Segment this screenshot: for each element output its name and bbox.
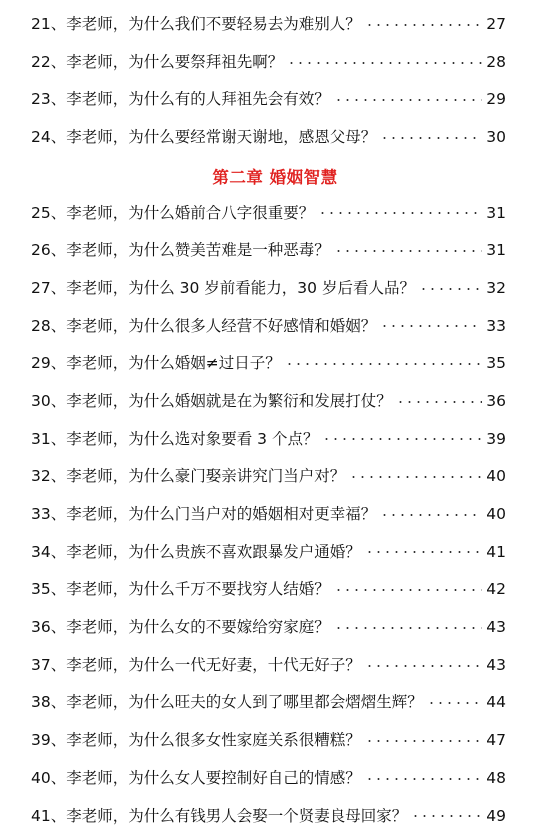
- toc-entry-page-number: 49: [486, 806, 506, 825]
- toc-entry-title: 38、李老师，为什么旺夫的女人到了哪里都会熠熠生辉？: [31, 693, 423, 712]
- toc-entry-page-number: 33: [486, 316, 506, 335]
- dot-leader: [380, 320, 482, 332]
- toc-entry: [0, 421, 550, 459]
- dot-leader: [287, 57, 482, 69]
- toc-entry-page-number: 28: [486, 52, 506, 71]
- toc-entry-title: 24、李老师，为什么要经常谢天谢地，感恩父母？: [31, 128, 377, 147]
- toc-entry: [0, 81, 550, 119]
- toc-entry-title: 28、李老师，为什么很多人经营不好感情和婚姻？: [31, 316, 377, 335]
- toc-entry-title: 23、李老师，为什么有的人拜祖先会有效？: [31, 90, 330, 109]
- dot-leader: [365, 19, 483, 31]
- toc-entry-page-number: 29: [486, 90, 506, 109]
- toc-entry-title: 30、李老师，为什么婚姻就是在为繁衍和发展打仗？: [31, 391, 392, 410]
- toc-entry-title: 27、李老师，为什么 30 岁前看能力，30 岁后看人品？: [31, 278, 415, 297]
- toc-entry-page-number: 39: [486, 429, 506, 448]
- toc-entry: [0, 194, 550, 232]
- table-of-contents: [0, 6, 550, 835]
- toc-entry: [0, 119, 550, 157]
- chapter-heading: 第二章 婚姻智慧: [212, 167, 338, 187]
- toc-entry: [0, 760, 550, 798]
- toc-entry-title: 35、李老师，为什么千万不要找穷人结婚？: [31, 580, 330, 599]
- dot-leader: [380, 509, 482, 521]
- toc-entry-page-number: 47: [486, 731, 506, 750]
- toc-entry-page-number: 40: [486, 505, 506, 524]
- toc-entry: [0, 647, 550, 685]
- toc-entry-page-number: 32: [486, 278, 506, 297]
- toc-entry-title: 32、李老师，为什么豪门娶亲讲究门当户对？: [31, 467, 346, 486]
- dot-leader: [334, 622, 483, 634]
- dot-leader: [411, 810, 482, 822]
- dot-leader: [365, 660, 483, 672]
- dot-leader: [285, 358, 483, 370]
- toc-entry-page-number: 36: [486, 391, 506, 410]
- toc-entry-title: 34、李老师，为什么贵族不喜欢跟暴发户通婚？: [31, 542, 361, 561]
- toc-entry: [0, 684, 550, 722]
- toc-entry-title: 26、李老师，为什么赞美苦难是一种恶毒？: [31, 241, 330, 260]
- toc-entry: [0, 270, 550, 308]
- toc-entry: [0, 458, 550, 496]
- toc-entry-page-number: 48: [486, 768, 506, 787]
- toc-entry: [0, 496, 550, 534]
- toc-entry-page-number: 40: [486, 467, 506, 486]
- toc-entry-page-number: 43: [486, 655, 506, 674]
- toc-entry-title: 29、李老师，为什么婚姻≠过日子？: [31, 354, 281, 373]
- toc-entry-title: 33、李老师，为什么门当户对的婚姻相对更幸福？: [31, 505, 377, 524]
- dot-leader: [334, 584, 483, 596]
- dot-leader: [365, 773, 483, 785]
- toc-entry: [0, 44, 550, 82]
- toc-entry: [0, 722, 550, 760]
- dot-leader: [427, 697, 483, 709]
- toc-entries-before: [0, 6, 550, 157]
- toc-entry-title: 36、李老师，为什么女的不要嫁给穷家庭？: [31, 618, 330, 637]
- toc-entry-page-number: 31: [486, 203, 506, 222]
- toc-entry-title: 41、李老师，为什么有钱男人会娶一个贤妻良母回家？: [31, 806, 408, 825]
- toc-entry-page-number: 31: [486, 241, 506, 260]
- dot-leader: [365, 735, 483, 747]
- dot-leader: [322, 433, 482, 445]
- toc-entry: [0, 383, 550, 421]
- toc-entry-page-number: 41: [486, 542, 506, 561]
- dot-leader: [365, 546, 483, 558]
- dot-leader: [318, 207, 482, 219]
- toc-entry-page-number: 27: [486, 15, 506, 34]
- toc-entry: [0, 232, 550, 270]
- toc-entry: [0, 609, 550, 647]
- toc-entry: [0, 534, 550, 572]
- toc-entry-page-number: 44: [486, 693, 506, 712]
- toc-entry: [0, 308, 550, 346]
- dot-leader: [419, 283, 482, 295]
- toc-entry: [0, 345, 550, 383]
- toc-entry-page-number: 30: [486, 128, 506, 147]
- dot-leader: [334, 94, 483, 106]
- toc-entry-page-number: 43: [486, 618, 506, 637]
- toc-entry: [0, 571, 550, 609]
- toc-entry-title: 22、李老师，为什么要祭拜祖先啊？: [31, 52, 284, 71]
- dot-leader: [380, 132, 482, 144]
- toc-entry: [0, 797, 550, 835]
- toc-entry-title: 21、李老师，为什么我们不要轻易去为难别人？: [31, 15, 361, 34]
- dot-leader: [349, 471, 482, 483]
- toc-entry-title: 31、李老师，为什么选对象要看 3 个点？: [31, 429, 319, 448]
- toc-entry-title: 40、李老师，为什么女人要控制好自己的情感？: [31, 768, 361, 787]
- dot-leader: [396, 396, 483, 408]
- toc-entry-page-number: 35: [486, 354, 506, 373]
- toc-entries-after: [0, 194, 550, 835]
- toc-entry: [0, 6, 550, 44]
- toc-entry-title: 39、李老师，为什么很多女性家庭关系很糟糕？: [31, 731, 361, 750]
- toc-entry-page-number: 42: [486, 580, 506, 599]
- toc-entry-title: 37、李老师，为什么一代无好妻，十代无好子？: [31, 655, 361, 674]
- toc-entry-title: 25、李老师，为什么婚前合八字很重要？: [31, 203, 315, 222]
- dot-leader: [334, 245, 483, 257]
